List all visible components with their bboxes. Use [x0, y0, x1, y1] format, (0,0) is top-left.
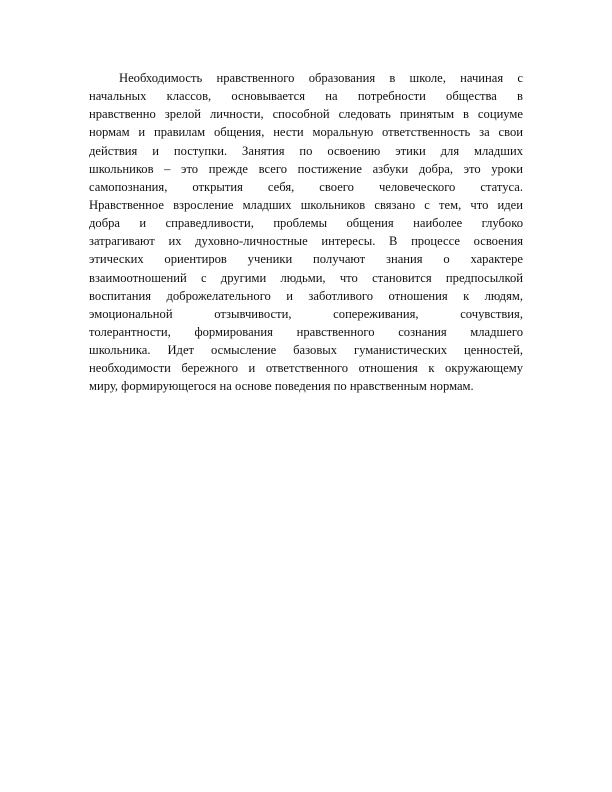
paragraph-line: воспитания доброжелательного и заботливого отношения к людям,	[89, 288, 523, 303]
paragraph-line: начальных классов, основывается на потребности общества в	[89, 89, 523, 104]
paragraph-line: этических ориентиров ученики получают знания о характере	[89, 252, 523, 267]
paragraph-line: эмоциональной отзывчивости, сопереживания, сочувствия,	[89, 306, 523, 321]
paragraph-line: затрагивают их духовно-личностные интересы. В процессе освоения	[89, 234, 523, 249]
paragraph-line: нормам и правилам общения, нести моральную ответственность за свои	[89, 125, 523, 140]
paragraph-line: миру, формирующегося на основе поведения по нравственным нормам.	[89, 379, 474, 394]
paragraph-line: добра и справедливости, проблемы общения наиболее глубоко	[89, 216, 523, 231]
paragraph-line: толерантности, формирования нравственного сознания младшего	[89, 324, 523, 339]
paragraph-line: школьников – это прежде всего постижение азбуки добра, это уроки	[89, 161, 523, 176]
paragraph-line: необходимости бережного и ответственного отношения к окружающему	[89, 361, 523, 376]
paragraph-line: Нравственное взросление младших школьников связано с тем, что идеи	[89, 197, 523, 212]
paragraph-line: действия и поступки. Занятия по освоению этики для младших	[89, 143, 523, 158]
paragraph-line: взаимоотношений с другими людьми, что становится предпосылкой	[89, 270, 523, 285]
paragraph-line: самопознания, открытия себя, своего человеческого статуса.	[89, 179, 523, 194]
paragraph-line: школьника. Идет осмысление базовых гуманистических ценностей,	[89, 343, 523, 358]
paragraph-line: Необходимость нравственного образования в школе, начиная с	[119, 71, 523, 85]
paragraph-line: нравственно зрелой личности, способной следовать принятым в социуме	[89, 107, 523, 122]
body-paragraph	[89, 69, 523, 396]
